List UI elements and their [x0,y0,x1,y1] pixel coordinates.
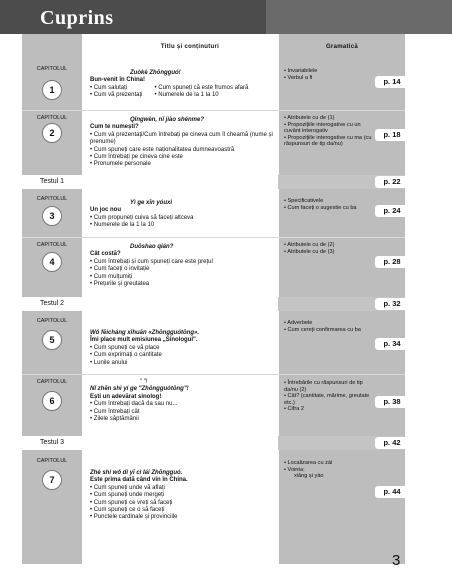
grammar-item: • Cât? (cantitate, mărime, greutate etc.) [284,393,374,406]
grammar-item: • Atributele cu de (3) [284,249,374,256]
chapter-number: 3 [42,206,62,226]
grammar-item: • Atributele cu de (2) [284,242,374,249]
page-ref: p. 42 [375,437,409,449]
column-header-title: Titlu și conținuturi [160,44,220,50]
page-ref: p. 24 [375,205,409,217]
chapter-label: CAPITOLUL [36,458,68,464]
chapter-row-3 [22,192,405,237]
chapter-label: CAPITOLUL [36,115,68,121]
chapter-number: 4 [42,252,62,272]
grammar-item: • Vointa: [284,467,374,474]
topic-item: • Cum spuneți care este naționalitatea dumneavoastră [90,147,290,154]
chapter-row-1 [22,62,405,112]
test-row-3 [22,436,405,450]
topic-item: • Pronumele personale [90,161,290,168]
grammar-item: • Propozițiile interogative cu un cuvânt interogativ [284,122,374,135]
chapter-title: Bun-venit în China! [90,77,145,84]
grammar-item: • Întrebările cu răspunsuri de tip da/nu (2) [284,380,374,393]
grammar-item: • Specificativele [284,198,374,205]
chapter-number: 2 [42,123,62,143]
chapter-pinyin: Zhè shì wǒ dì yī cì lái Zhōngguó. [90,470,183,476]
chapter-pinyin: Nǐ zhēn shì yí ge "Zhōngguótōng"! [90,386,189,393]
header-notch [266,0,452,34]
chapter-number: 7 [42,470,62,490]
chapter-title: Cum te numești? [90,124,139,131]
chapter-label: CAPITOLUL [36,379,68,385]
topic-item: • Numerele de la 1 la 10 [90,222,290,229]
chapter-number: 1 [42,80,62,100]
chapter-pinyin: Duōshao qián? [130,244,174,250]
topic-item: • Cum întrebați dacă da sau nu... [90,401,290,408]
grammar-item: • Invariabilele [284,68,374,75]
test-label: Testul 1 [22,175,82,189]
chapter-title: Cât costă? [90,251,121,258]
test-label: Testul 3 [22,436,82,450]
topic-item: • Numerele de la 1 la 10 [154,92,248,99]
topic-item: • Cum spuneți ce o să faceți [90,507,290,514]
chapter-title: Este prima dată când vin în China. [90,477,188,484]
page-title: Cuprins [40,7,114,29]
test-label: Testul 2 [22,297,82,311]
chapter-row-5 [22,314,405,374]
chapter-title: Un joc nou [90,207,121,214]
page-ref: p. 18 [375,129,409,141]
column-header-grammar: Gramatică [325,44,359,50]
grammar-item: • Verbul a fi [284,75,374,82]
chapter-pretitle: " "! [140,379,148,385]
page-ref: p. 32 [375,298,409,310]
chapter-label: CAPITOLUL [36,66,68,72]
grammar-item: • Localizarea cu zài [284,460,374,467]
page-ref: p. 14 [375,76,409,88]
test-row-2 [22,297,405,311]
topic-item: • Lunile anului [90,360,290,367]
topic-item: • Cum spuneți ce vreți să faceți [90,500,290,507]
topic-item: • Cum întrebați cât [90,409,290,416]
topic-item: • Cum mulțumiți [90,274,290,281]
page-ref: p. 28 [375,256,409,268]
topic-item: • Cum salutați [90,85,142,92]
topic-item: • Cum propuneți cuiva să faceți altceva [90,215,290,222]
topic-item: • Zilele săptămânii [90,416,290,423]
page-ref: p. 22 [375,176,409,188]
grammar-item: • Atributele cu de (1) [284,115,374,122]
topic-item: • Cum spuneți ce vă place [90,345,290,352]
topic-item: • Cum vă prezentați [90,92,142,99]
chapter-pinyin: Qǐngwèn, nǐ jiào shénme? [130,117,205,123]
chapter-number: 5 [42,330,62,350]
chapter-pinyin: Yì ge xīn yóuxì [130,200,173,206]
chapter-row-4 [22,238,405,294]
grammar-item: • Cifra 2 [284,406,374,413]
grammar-item: • Propozițiile interogative cu ma (cu răspunsuri de tip da/nu) [284,135,374,148]
chapter-title: Îmi place mult emisiunea „Sinologul". [90,337,198,344]
chapter-label: CAPITOLUL [36,242,68,248]
chapter-number: 6 [42,391,62,411]
page-number: 3 [392,552,401,569]
grammar-item: • Cum faceți o sugestie cu ba [284,205,374,212]
grammar-subitem: xiǎng și yào [294,473,324,480]
chapter-title: Ești un adevărat sinolog! [90,393,162,400]
test-row-1 [22,175,405,189]
page-ref: p. 44 [375,486,409,498]
topic-item: • Cum spuneți unde vă aflați [90,485,290,492]
chapter-label: CAPITOLUL [36,196,68,202]
topic-item: • Prețurile și greutatea [90,281,290,288]
topic-item: • Cum vă prezentați/Cum întrebați pe cineva cum îl cheamă (nume și prenume) [90,132,290,147]
grammar-item: • Cum cereți confirmarea cu ba [284,327,374,334]
page-ref: p. 38 [375,396,409,408]
grammar-item: • Adverbele [284,320,374,327]
topic-item: • Cum exprimați o cantitate [90,352,290,359]
chapter-row-2 [22,111,405,175]
page-ref: p. 34 [375,338,409,350]
chapter-label: CAPITOLUL [36,318,68,324]
chapter-pinyin: Wǒ fēicháng xǐhuān «Zhōngguótōng». [90,330,199,336]
topic-item: • Punctele cardinale și provinciile [90,514,290,521]
topic-item: • Cum spuneți unde mergeți [90,492,290,499]
topic-item: • Cum spuneți că este frumos afară [154,85,248,92]
topic-item: • Cum întrebați pe cineva cine este [90,154,290,161]
chapter-row-6 [22,375,405,433]
topic-item: • Cum întrebați și cum spuneți care este prețul [90,259,290,266]
chapter-pinyin: Zuòkè Zhōngguó! [130,70,181,76]
topic-item: • Cum faceți o invitație [90,266,290,273]
chapter-row-7 [22,454,405,544]
